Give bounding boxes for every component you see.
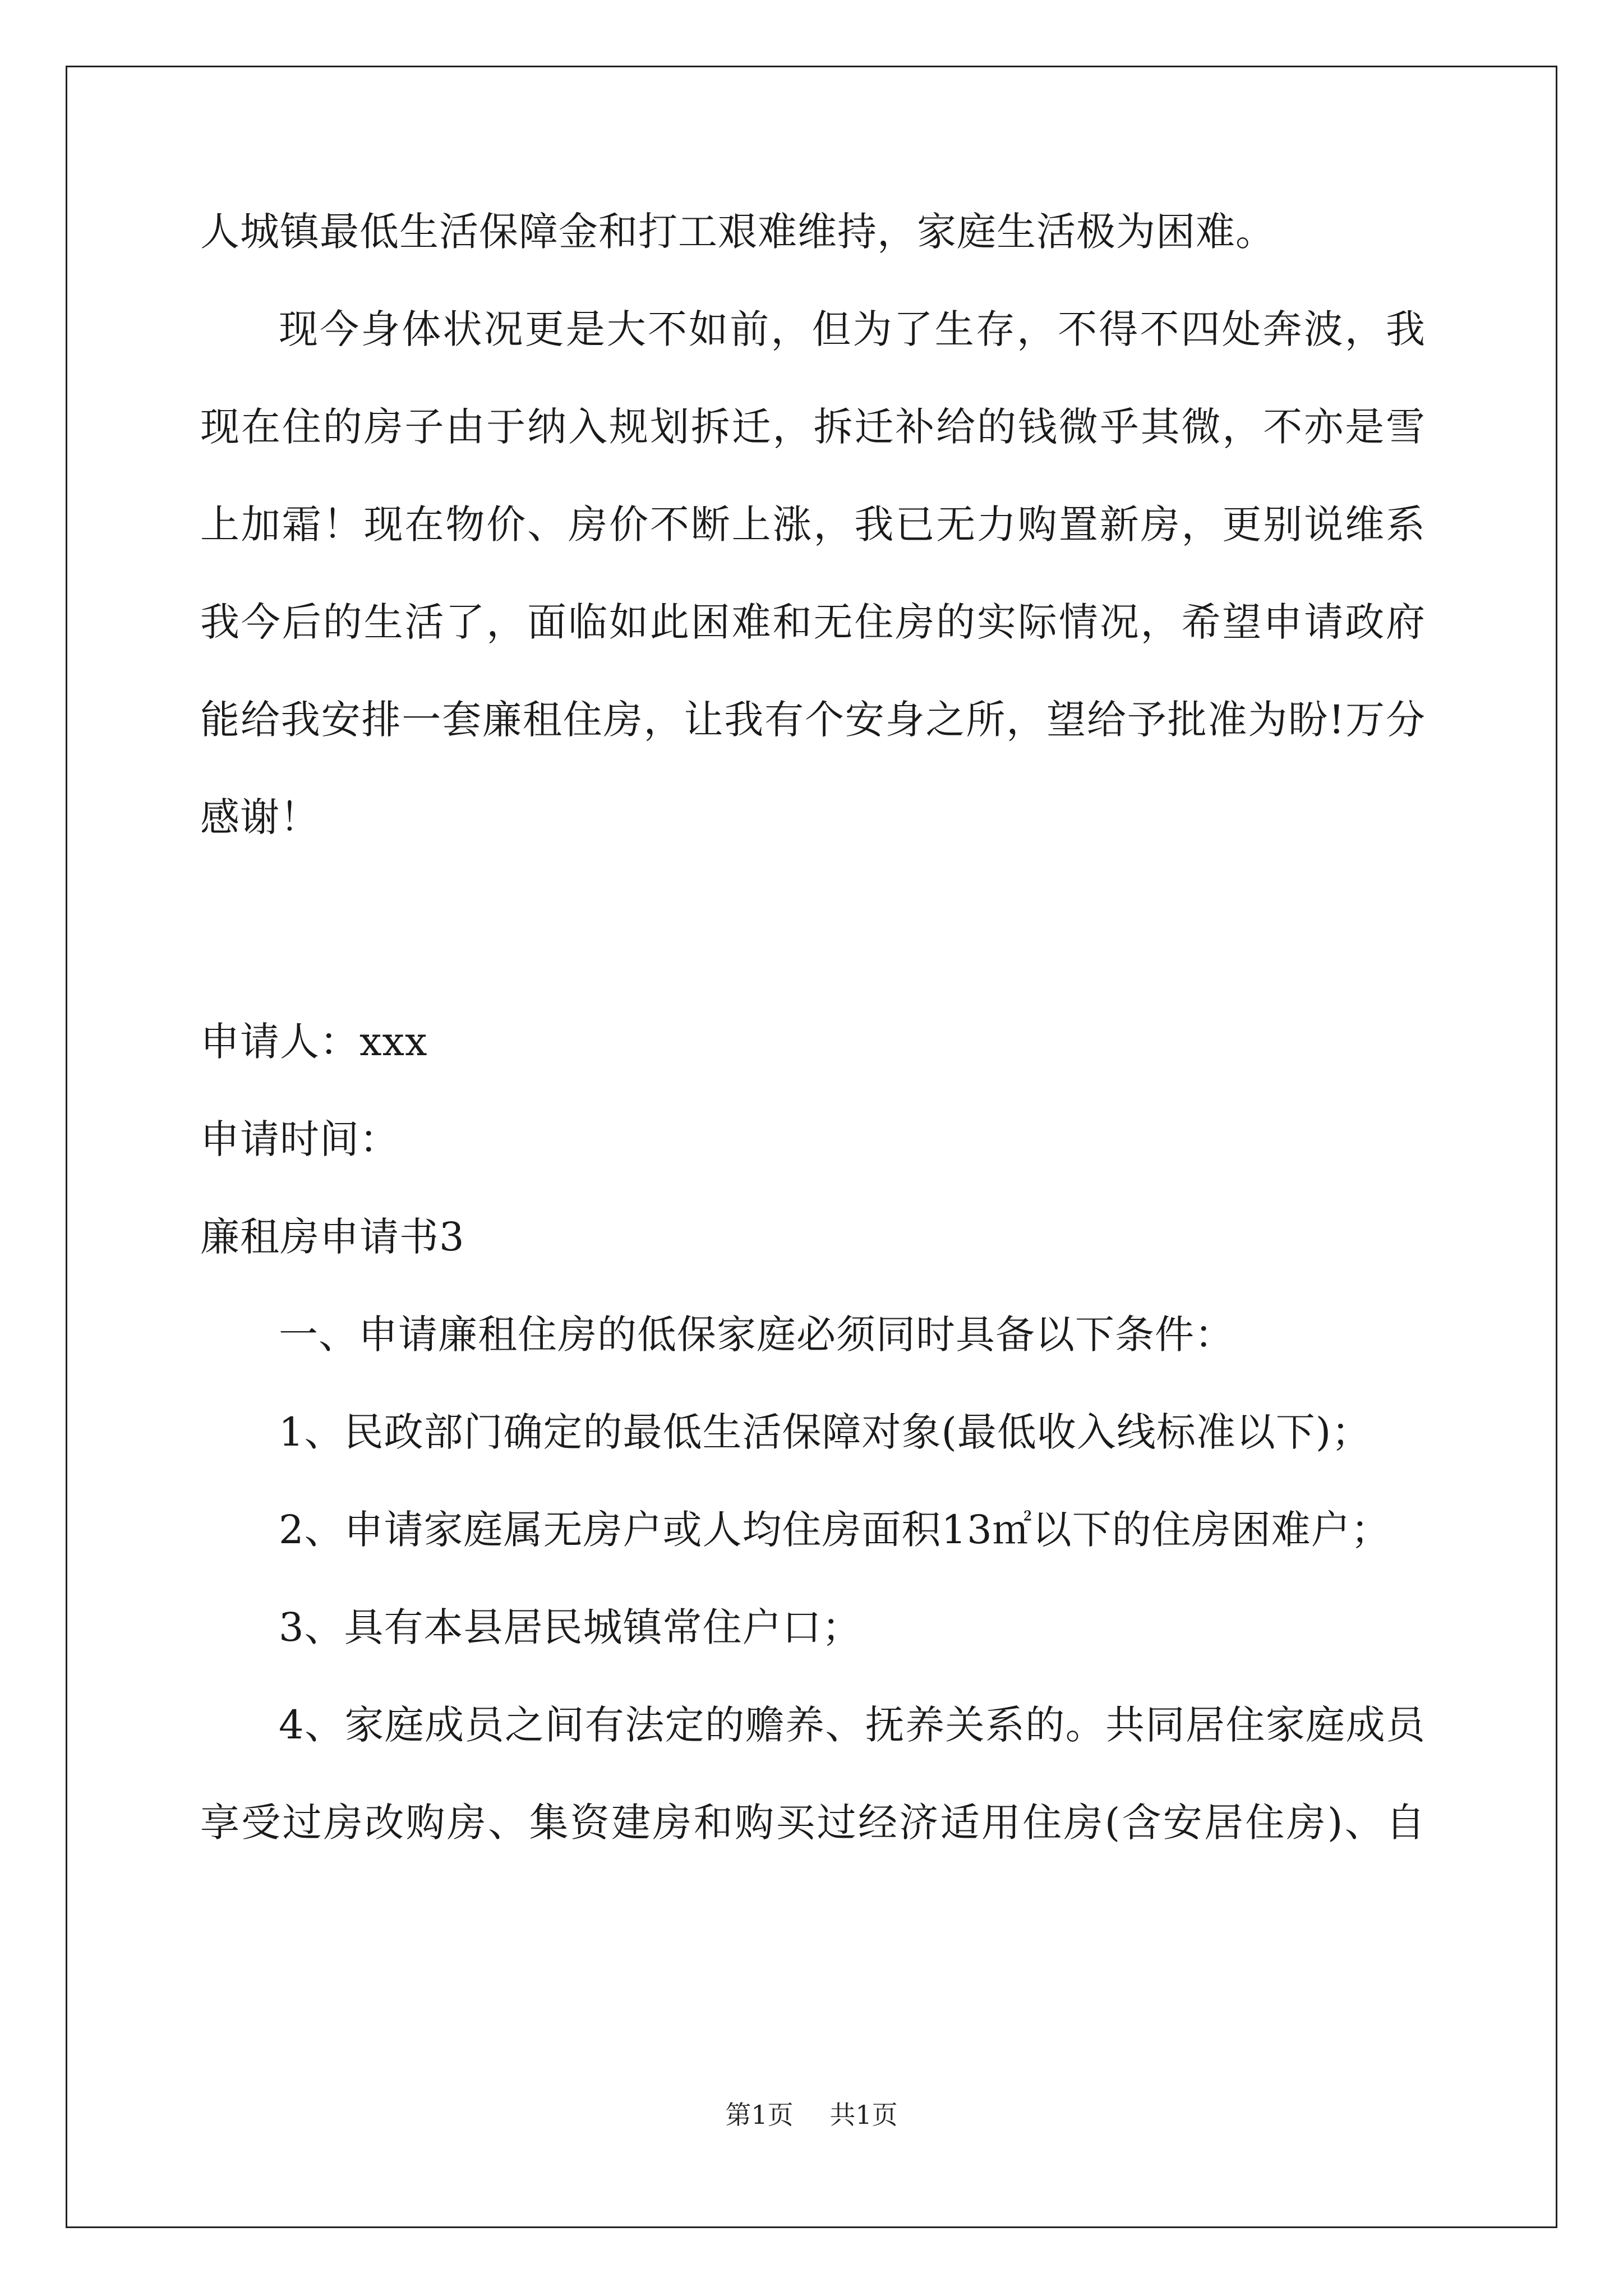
paragraph-line: 现在住的房子由于纳入规划拆迁，拆迁补给的钱微乎其微，不亦是雪 <box>200 404 1426 450</box>
section-title: 廉租房申请书3 <box>200 1214 465 1260</box>
conditions-intro: 一、申请廉租住房的低保家庭必须同时具备以下条件： <box>279 1312 1234 1358</box>
applicant-line: 申请人：xxx <box>200 1019 428 1065</box>
page-number: 第1页 <box>725 2100 794 2130</box>
condition-item-continued: 享受过房改购房、集资建房和购买过经济适用住房(含安居住房)、自 <box>200 1800 1426 1846</box>
paragraph-line: 我今后的生活了，面临如此困难和无住房的实际情况，希望申请政府 <box>200 599 1426 645</box>
condition-item: 2、申请家庭属无房户或人均住房面积13㎡以下的住房困难户； <box>279 1507 1391 1553</box>
paragraph-gap <box>200 884 1426 1011</box>
condition-item: 3、具有本县居民城镇常住户口； <box>279 1604 862 1650</box>
paragraph-line: 感谢！ <box>200 794 320 840</box>
condition-item: 4、家庭成员之间有法定的赡养、抚养关系的。共同居住家庭成员 <box>279 1702 1426 1748</box>
paragraph-line: 上加霜！现在物价、房价不断上涨，我已无力购置新房，更别说维系 <box>200 501 1426 547</box>
apply-time-line: 申请时间： <box>200 1116 399 1162</box>
document-body <box>200 201 1426 1889</box>
page-footer <box>0 2098 1623 2132</box>
paragraph-line: 能给我安排一套廉租住房，让我有个安身之所，望给予批准为盼!万分 <box>200 697 1426 743</box>
condition-item: 1、民政部门确定的最低生活保障对象(最低收入线标准以下)； <box>279 1409 1372 1455</box>
paragraph-line: 人城镇最低生活保障金和打工艰难维持，家庭生活极为困难。 <box>200 209 1275 255</box>
paragraph-line: 现今身体状况更是大不如前，但为了生存，不得不四处奔波，我 <box>279 306 1426 352</box>
page-total: 共1页 <box>829 2100 898 2130</box>
